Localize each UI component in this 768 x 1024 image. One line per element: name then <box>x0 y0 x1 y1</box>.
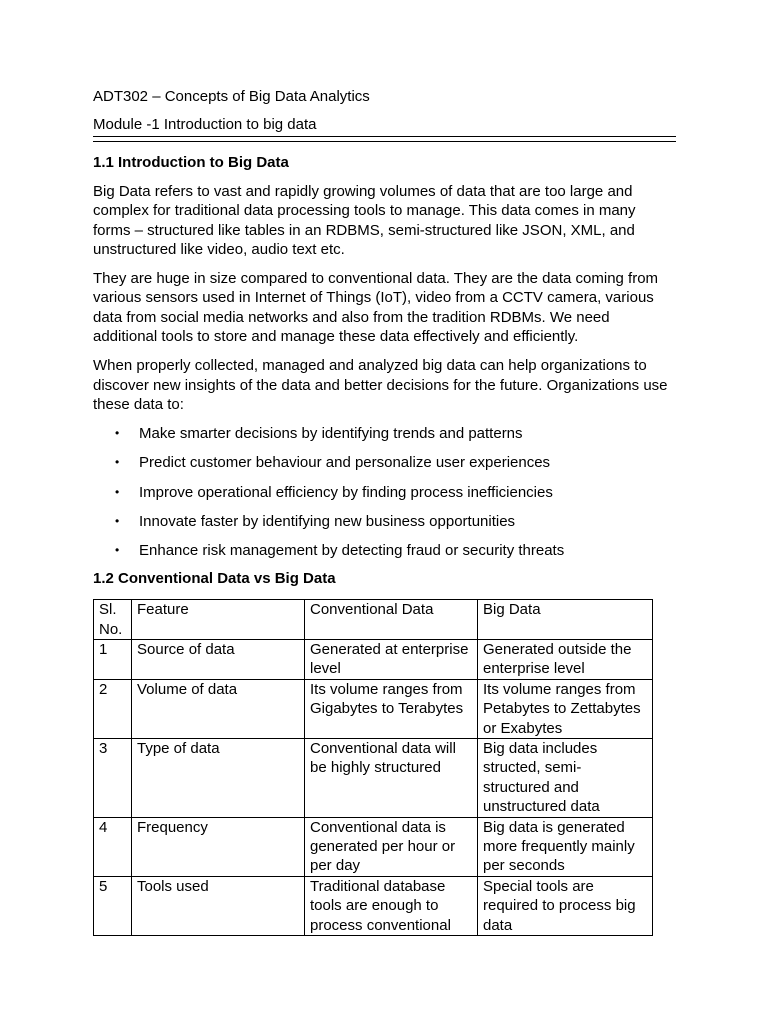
section-heading-comparison: 1.2 Conventional Data vs Big Data <box>93 570 336 588</box>
bullet-icon: • <box>115 513 120 528</box>
table-cell: 3 <box>94 739 132 818</box>
bullet-icon: • <box>115 484 120 499</box>
table-cell: Big data is generated more frequently mainly per seconds <box>478 817 653 876</box>
list-item-text: Innovate faster by identifying new business opportunities <box>139 512 516 530</box>
table-cell: Tools used <box>132 876 305 935</box>
table-cell: 5 <box>94 876 132 935</box>
list-item <box>93 483 676 502</box>
bullet-icon: • <box>115 543 120 558</box>
table-row <box>94 876 653 935</box>
table-cell: Conventional data is generated per hour or per day <box>305 817 478 876</box>
table-cell: Its volume ranges from Gigabytes to Terabytes <box>305 679 478 738</box>
table-cell: Conventional data will be highly structured <box>305 739 478 818</box>
list-item-text: Predict customer behaviour and personalize user experiences <box>139 454 551 472</box>
table-cell: Generated at enterprise level <box>305 640 478 680</box>
table-cell: Special tools are required to process big data <box>478 876 653 935</box>
table-cell: Source of data <box>132 640 305 680</box>
table-cell: 2 <box>94 679 132 738</box>
table-cell: Volume of data <box>132 679 305 738</box>
course-title: ADT302 – Concepts of Big Data Analytics <box>93 88 370 105</box>
table-cell: Traditional database tools are enough to process conventional <box>305 876 478 935</box>
table-cell: Its volume ranges from Petabytes to Zettabytes or Exabytes <box>478 679 653 738</box>
header-cell-big-data: Big Data <box>478 600 653 640</box>
paragraph-benefits: When properly collected, managed and analyzed big data can help organizations to discover new insights of the data and better decisions for the future. Organizations use these data to: <box>93 357 668 413</box>
header-cell-feature: Feature <box>132 600 305 640</box>
header-cell-sl-no: Sl. No. <box>94 600 132 640</box>
benefits-list <box>93 424 676 560</box>
table-cell: 4 <box>94 817 132 876</box>
table-row <box>94 739 653 818</box>
comparison-table <box>93 599 653 936</box>
table-header-row <box>94 600 653 640</box>
paragraph-size-sources: They are huge in size compared to conventional data. They are the data coming from various sensors used in Internet of Things (IoT), video from a CCTV camera, various data from social media networks and also from the tradition RDBMs. We need additional tools to store and manage these data effectively and efficiently. <box>93 270 659 346</box>
bullet-icon: • <box>115 426 120 441</box>
header-divider <box>93 136 676 142</box>
module-title: Module -1 Introduction to big data <box>93 116 317 133</box>
table-cell: Generated outside the enterprise level <box>478 640 653 680</box>
list-item <box>93 424 676 443</box>
table-cell: Frequency <box>132 817 305 876</box>
header-cell-conventional-data: Conventional Data <box>305 600 478 640</box>
table-cell: Type of data <box>132 739 305 818</box>
table-cell: 1 <box>94 640 132 680</box>
list-item-text: Improve operational efficiency by finding process inefficiencies <box>139 483 553 501</box>
list-item <box>93 541 676 560</box>
table-row <box>94 640 653 680</box>
list-item <box>93 453 676 472</box>
section-heading-intro: 1.1 Introduction to Big Data <box>93 154 289 171</box>
table-cell: Big data includes structed, semi-structured and unstructured data <box>478 739 653 818</box>
table-row <box>94 679 653 738</box>
list-item <box>93 512 676 531</box>
list-item-text: Enhance risk management by detecting fraud or security threats <box>139 542 565 560</box>
paragraph-definition: Big Data refers to vast and rapidly growing volumes of data that are too large and complex for traditional data processing tools to manage. This data comes in many forms – structured like tables in an RDBMS, semi-structured like JSON, XML, and unstructured like video, audio text etc. <box>93 183 636 258</box>
list-item-text: Make smarter decisions by identifying trends and patterns <box>139 425 523 443</box>
bullet-icon: • <box>115 455 120 470</box>
table-row <box>94 817 653 876</box>
